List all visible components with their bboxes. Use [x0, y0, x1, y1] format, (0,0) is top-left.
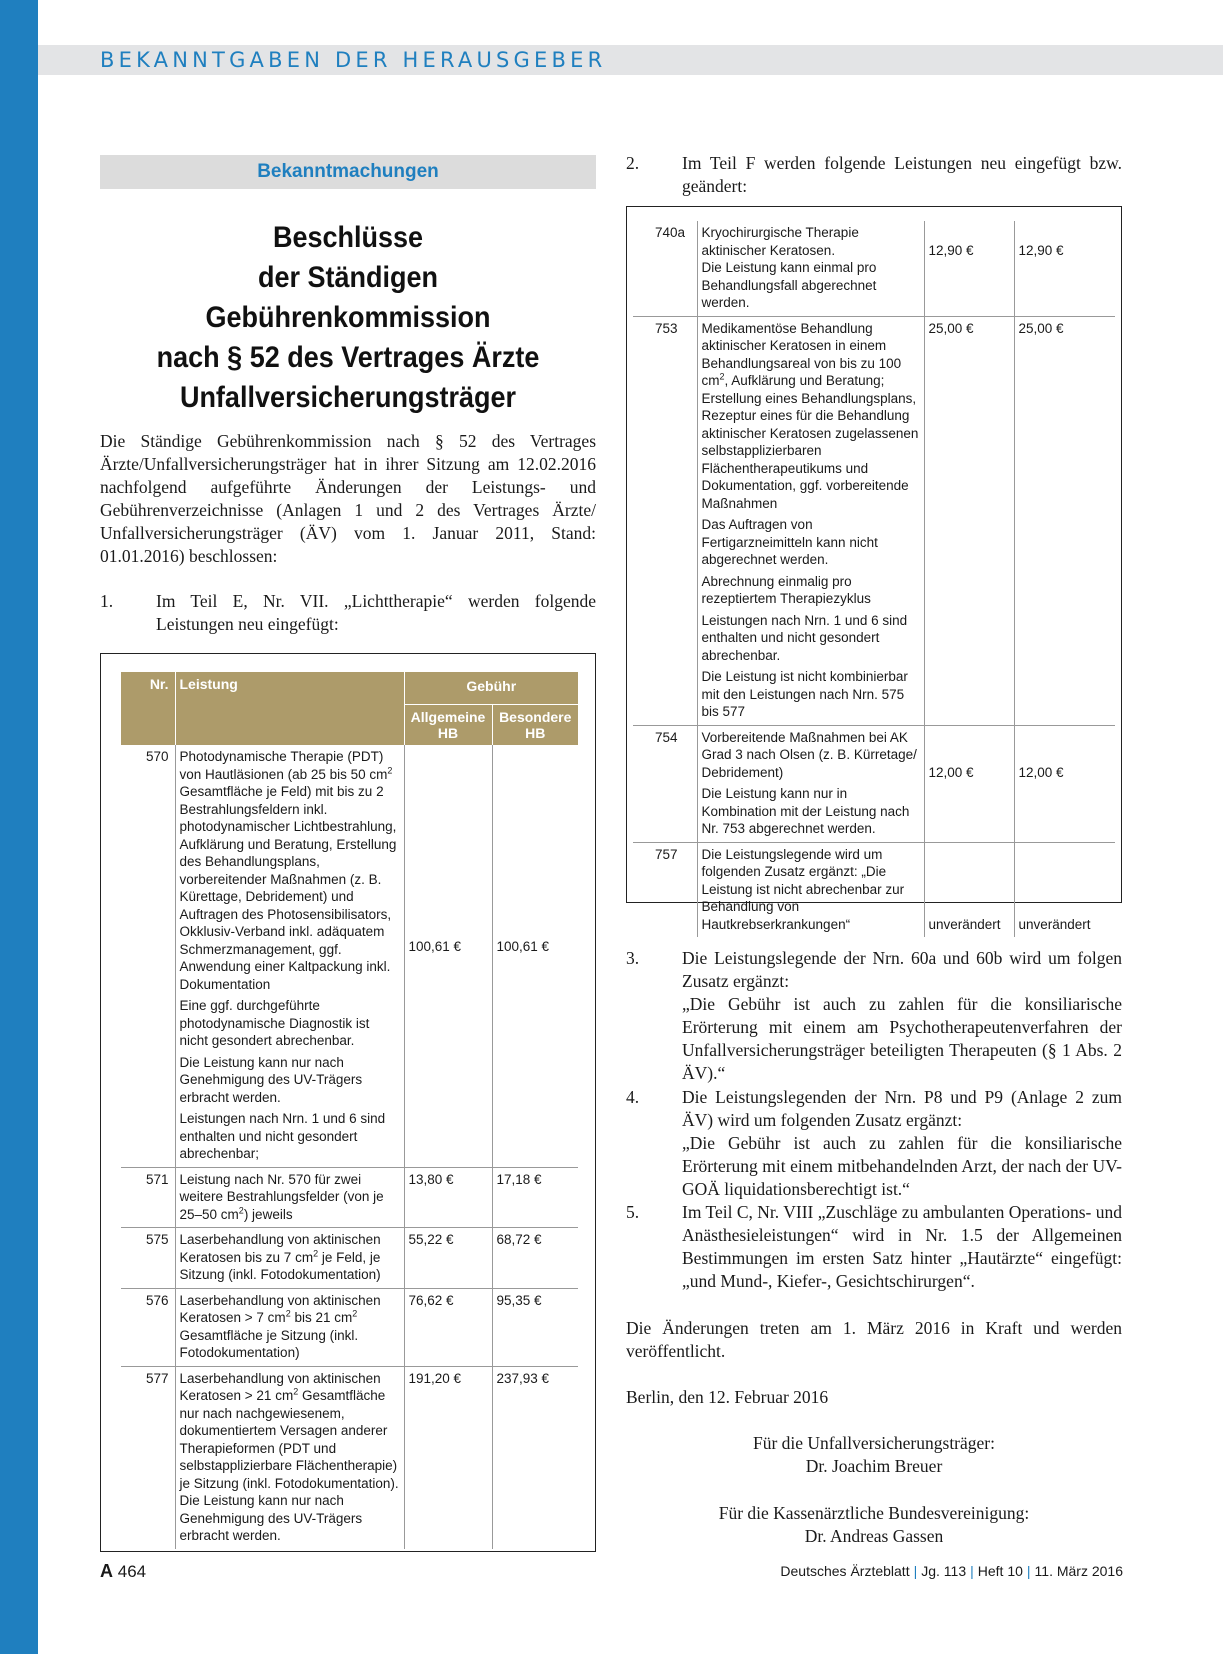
row-fee-allgemeine: 12,90 €	[924, 221, 1014, 316]
closing-paragraph: Die Änderungen treten am 1. März 2016 in Kraft und werden veröffentlicht.	[626, 1318, 1122, 1361]
row-nr: 757	[633, 842, 697, 937]
row-note: Leistungen nach Nrn. 1 und 6 sind enthalten und nicht gesondert abrechenbar.	[701, 612, 908, 663]
row-note: Das Auftragen von Fertigarzneimitteln kann nicht abgerechnet werden.	[701, 517, 878, 567]
row-fee-besondere: 95,35 €	[492, 1288, 578, 1366]
list-item	[626, 1201, 1122, 1293]
list-text: Im Teil F werden folgende Leistungen neu eingefügt bzw. geändert:	[682, 153, 1122, 196]
row-note: Abrechnung einmalig pro rezeptiertem Therapiezyklus	[701, 573, 871, 606]
section-label: BEKANNTGABEN DER HERAUSGEBER	[100, 48, 607, 72]
signature-block	[626, 1432, 1122, 1478]
col-header-leistung: Leistung	[175, 672, 404, 745]
row-note: Die Leistung kann einmal pro Behandlungsfall abgerechnet werden.	[701, 260, 877, 310]
row-nr: 740a	[633, 221, 697, 316]
row-fee-allgemeine: unverändert	[924, 842, 1014, 937]
table-row	[633, 221, 1115, 316]
row-nr: 571	[121, 1167, 175, 1228]
superscript: 2	[293, 1386, 299, 1397]
superscript: 2	[285, 1308, 291, 1319]
row-leistung	[175, 745, 404, 1167]
separator: |	[970, 1563, 974, 1579]
separator: |	[1026, 1563, 1031, 1579]
list-text: Die Leistungslegenden der Nrn. P8 und P9 (Anlage 2 zum ÄV) wird um folgenden Zusatz ergänzt:	[682, 1087, 1122, 1130]
list-item	[626, 1086, 1122, 1201]
list-number: 1.	[100, 591, 114, 611]
col-header-nr: Nr.	[121, 672, 175, 745]
row-leistung	[697, 725, 924, 842]
row-fee-besondere: 12,90 €	[1018, 243, 1064, 258]
intro-paragraph: Die Ständige Gebührenkommission nach § 52 des Vertrages Ärzte/Unfallversicherungsträger hat in ihrer Sitzung am 12.02.2016 nachfolgend aufgeführte Änderungen der Leistungs- und Gebührenverzeichnisse (Anlagen 1 und 2 des Vertrages Ärzte/ Unfallversicherungsträger (ÄV) vom 1. Januar 2011, Stand: 01.01.2016) beschlossen:	[100, 431, 596, 566]
issue: Heft 10	[977, 1563, 1023, 1579]
row-text: Kryochirurgische Therapie aktinischer Keratosen.	[701, 225, 859, 258]
volume: Jg. 113	[921, 1563, 967, 1579]
row-text: je Feld, je Sitzung (inkl. Fotodokumentation)	[179, 1249, 381, 1282]
table-row	[633, 842, 1115, 937]
list-item	[100, 590, 596, 636]
row-note: Die Leistung kann nur in Kombination mit der Leistung nach Nr. 753 abgerechnet werden.	[701, 786, 910, 836]
row-text: Vorbereitende Maßnahmen bei AK Grad 3 nach Olsen (z. B. Kürretage/ Debridement)	[701, 729, 917, 780]
row-fee-allgemeine: 191,20 €	[404, 1366, 492, 1549]
row-text: Gesamtfläche je Feld) mit bis zu 2 Bestrahlungsfeldern inkl. photodynamischer Lichtbestrahlung, Aufklärung und Beratung, Erstellung des Behandlungsplans, vorbereitender Maßnahmen (z. B. Kürettage, Debridement) und Auftragen des Photosensibilisators, Okklusiv-Verband inkl. adäquatem Schmerzmanagement, ggf. Anwendung einer Kaltpackung inkl. Dokumentation	[179, 784, 397, 992]
row-note: Leistungen nach Nrn. 1 und 6 sind enthalten und nicht gesondert abrechenbar;	[179, 1111, 386, 1161]
place-date: Berlin, den 12. Februar 2016	[626, 1387, 829, 1407]
article-title	[100, 218, 596, 418]
category-label: Bekanntmachungen	[257, 161, 439, 182]
row-note: Eine ggf. durchgeführte photodynamische Diagnostik ist nicht gesondert abrechenbar.	[179, 998, 370, 1048]
list-number: 5.	[626, 1202, 640, 1222]
row-fee-allgemeine: 76,62 €	[404, 1288, 492, 1366]
row-nr: 577	[121, 1366, 175, 1549]
list-number: 2.	[626, 153, 640, 173]
row-nr: 570	[121, 745, 175, 1167]
row-text: bis 21 cm	[290, 1310, 353, 1325]
table-row	[633, 316, 1115, 725]
signature-name: Dr. Joachim Breuer	[805, 1456, 943, 1476]
row-text: Gesamtfläche je Sitzung (inkl. Fotodokumentation)	[179, 1327, 359, 1360]
row-text: , Aufklärung und Beratung; Erstellung eines Behandlungsplans, Rezeptur eines für die Behandlung aktinischer Keratosen zugelassenen selbstapplizierbaren Flächentherapeutikums und Dokumentation, ggf. vorbereitende Maßnahmen	[701, 373, 919, 511]
issue-date: 11. März 2016	[1034, 1563, 1123, 1579]
list-item	[626, 947, 1122, 1085]
row-note: Die Leistung ist nicht kombinierbar mit den Leistungen nach Nrn. 575 bis 577	[701, 669, 908, 719]
row-fee-besondere: 237,93 €	[492, 1366, 578, 1549]
row-text: Laserbehandlung von aktinischen Keratosen bis zu 7 cm	[179, 1232, 381, 1265]
signature-name: Dr. Andreas Gassen	[804, 1526, 944, 1546]
title-line: nach § 52 des Vertrages Ärzte	[156, 341, 540, 374]
list-text: Die Leistungslegende der Nrn. 60a und 60b wird um folgen Zusatz ergänzt:	[682, 948, 1122, 991]
row-fee-besondere: 12,00 €	[1014, 725, 1115, 842]
list-quote: „Die Gebühr ist auch zu zahlen für die konsiliarische Erörterung mit einem am Psychotherapeutenverfahren der Unfallversicherungsträger beteiligten Therapeuten (§ 1 Abs. 2 ÄV).“	[682, 994, 1122, 1083]
row-text: Leistung nach Nr. 570 für zwei weitere Bestrahlungsfelder (von je 25–50 cm	[179, 1171, 384, 1222]
col-header-allgemeine: Allgemeine HB	[404, 705, 492, 746]
row-leistung	[697, 316, 924, 725]
row-leistung	[175, 1228, 404, 1289]
row-fee-allgemeine: 100,61 €	[404, 745, 492, 1167]
superscript: 2	[238, 1205, 244, 1215]
row-text: Laserbehandlung von aktinischen Keratosen > 21 cm	[179, 1370, 381, 1403]
signature-org: Für die Kassenärztliche Bundesvereinigung:	[718, 1503, 1030, 1523]
table-row	[121, 1228, 578, 1289]
row-fee-allgemeine: 13,80 €	[404, 1167, 492, 1228]
row-fee-besondere: 68,72 €	[492, 1228, 578, 1289]
row-leistung	[175, 1288, 404, 1366]
sidebar-accent-bar	[0, 0, 38, 1654]
journal-name: Deutsches Ärzteblatt	[780, 1563, 910, 1579]
row-leistung	[697, 221, 924, 316]
table-row	[121, 1288, 578, 1366]
col-header-gebuehr: Gebühr	[404, 672, 578, 705]
page-prefix: A	[100, 1561, 113, 1581]
list-text: Im Teil E, Nr. VII. „Lichttherapie“ werden folgende Leistungen neu eingefügt:	[156, 591, 596, 634]
row-fee-allgemeine: 55,22 €	[404, 1228, 492, 1289]
list-quote: „Die Gebühr ist auch zu zahlen für die konsiliarische Erörterung mit einem mitbehandelnden Arzt, der nach der UV-GOÄ liquidationsberechtigt ist.“	[682, 1133, 1122, 1199]
signature-block	[626, 1502, 1122, 1548]
superscript: 2	[313, 1248, 319, 1258]
fee-table-teil-f	[633, 221, 1115, 937]
row-nr: 754	[633, 725, 697, 842]
title-line: Unfallversicherungsträger	[179, 381, 517, 414]
row-fee-besondere: 17,18 €	[492, 1167, 578, 1228]
page-folio	[100, 1561, 146, 1582]
row-leistung	[175, 1366, 404, 1549]
footer-citation	[780, 1563, 1123, 1579]
row-fee-besondere: 25,00 €	[1014, 316, 1115, 725]
row-fee-allgemeine: 25,00 €	[924, 316, 1014, 725]
row-note: Die Leistung kann nur nach Genehmigung des UV-Trägers erbracht werden.	[179, 1054, 363, 1105]
page-number: 464	[117, 1562, 147, 1581]
title-line: der Ständigen Gebührenkommission	[205, 261, 491, 334]
title-line: Beschlüsse	[272, 221, 424, 254]
row-nr: 575	[121, 1228, 175, 1289]
fee-table-frame	[100, 653, 596, 1552]
row-text: Medikamentöse Behandlung aktinischer Keratosen in einem Behandlungsareal von bis zu 100 cm	[701, 320, 902, 388]
col-header-besondere: Besondere HB	[492, 705, 578, 746]
row-nr: 576	[121, 1288, 175, 1366]
list-number: 3.	[626, 948, 640, 968]
table-row	[121, 745, 578, 1167]
table-row	[121, 1366, 578, 1549]
list-number: 4.	[626, 1087, 640, 1107]
signature-org: Für die Unfallversicherungsträger:	[752, 1433, 995, 1453]
list-text: Im Teil C, Nr. VIII „Zuschläge zu ambulanten Operations- und Anästhesieleistungen“ wird in Nr. 1.5 der Allgemeinen Bestimmungen im ersten Satz hinter „Hautärzte“ eingefügt: „und Mund-, Kiefer-, Gesichtschirurgen“.	[682, 1202, 1122, 1291]
table-row	[121, 1167, 578, 1228]
row-leistung: Die Leistungslegende wird um folgenden Zusatz ergänzt: „Die Leistung ist nicht abrechenbar zur Behandlung von Hautkrebserkrankungen“	[697, 842, 924, 937]
fee-table-teil-e	[121, 672, 578, 1549]
superscript: 2	[352, 1308, 358, 1319]
row-nr: 753	[633, 316, 697, 725]
superscript: 2	[719, 371, 725, 382]
row-fee-besondere: unverändert	[1014, 842, 1115, 937]
row-fee-allgemeine: 12,00 €	[924, 725, 1014, 842]
category-bar	[100, 155, 596, 189]
row-text: Laserbehandlung von aktinischen Keratosen > 7 cm	[179, 1292, 381, 1325]
row-fee-besondere: 100,61 €	[496, 939, 550, 954]
table-row	[633, 725, 1115, 842]
fee-table-frame	[626, 206, 1122, 932]
row-text: Photodynamische Therapie (PDT) von Hautläsionen (ab 25 bis 50 cm	[179, 749, 388, 782]
list-item	[626, 152, 1122, 198]
row-text: Gesamtfläche nur nach nachgewiesenem, dokumentiertem Versagen anderer Therapieformen (PDT und selbstapplizierbare Flächentherapie) je Sitzung (inkl. Fotodokumentation). Die Leistung kann nur nach Genehmigung des UV-Trägers erbracht werden.	[179, 1388, 399, 1543]
row-leistung	[175, 1167, 404, 1228]
row-text: ) jeweils	[243, 1206, 293, 1222]
superscript: 2	[387, 765, 393, 775]
separator: |	[913, 1563, 918, 1579]
